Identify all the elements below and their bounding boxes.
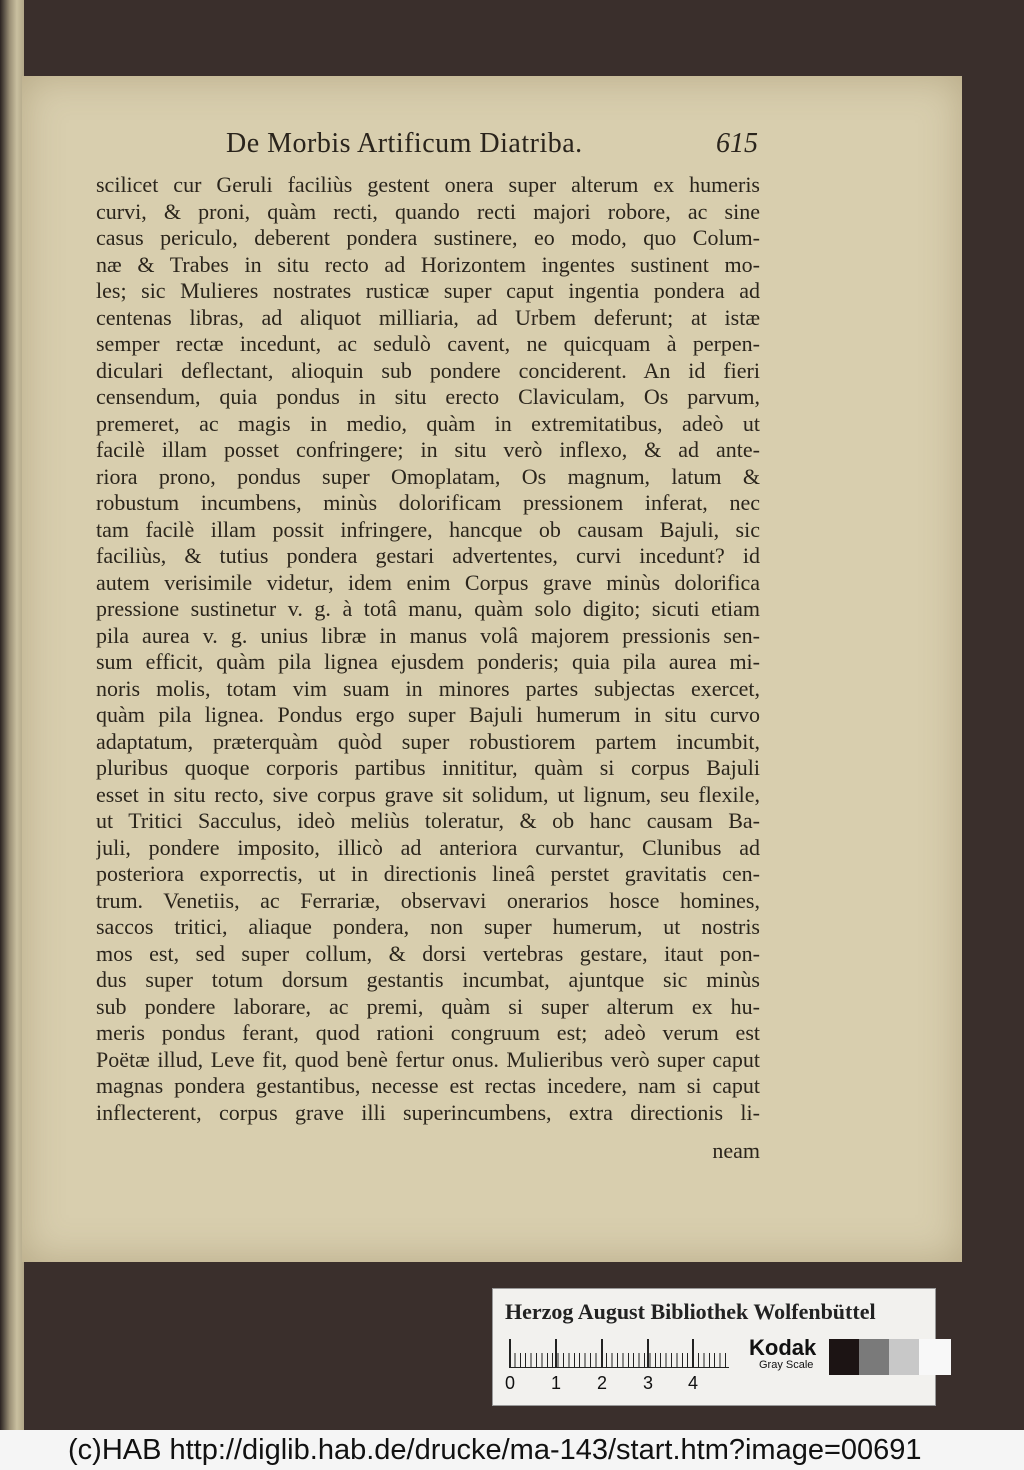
text-line: saccos tritici, aliaque pondera, non super humerum, ut nostris <box>96 914 760 939</box>
book-edge <box>0 0 24 1430</box>
text-line: scilicet cur Geruli faciliùs gestent onera super alterum ex humeris <box>96 172 760 197</box>
text-line: meris pondus ferant, quod rationi congruum est; adeò verum est <box>96 1020 760 1045</box>
gray-swatch <box>919 1339 951 1375</box>
text-line: curvi, & proni, quàm recti, quando recti majori robore, ac sine <box>96 198 760 224</box>
text-line: riora prono, pondus super Omoplatam, Os magnum, latum & <box>96 463 760 489</box>
text-line: robustum incumbens, minùs dolorificam pressionem inferat, nec <box>96 490 760 515</box>
page-header <box>0 128 1024 168</box>
text-line: pila aurea v. g. unius libræ in manus volâ majorem pressionis sen- <box>96 622 760 648</box>
ruler-labels <box>503 1373 743 1395</box>
ruler-major-tick <box>509 1339 511 1367</box>
footer-bar <box>0 1430 1024 1470</box>
text-line: faciliùs, & tutius pondera gestari advertentes, curvi incedunt? id <box>96 543 760 568</box>
text-line: facilè illam posset confringere; in situ verò inflexo, & ad ante- <box>96 437 760 462</box>
gray-swatch <box>889 1339 921 1375</box>
text-line: premeret, ac magis in medio, quàm in extremitatibus, adeò ut <box>96 410 760 436</box>
text-line: trum. Venetiis, ac Ferrariæ, observavi onerarios hosce homines, <box>96 887 760 913</box>
text-line: dus super totum dorsum gestantis incumbat, ajuntque sic minùs <box>96 967 760 992</box>
text-line: casus periculo, deberent pondera sustinere, eo modo, quo Colum- <box>96 225 760 250</box>
text-line: mos est, sed super collum, & dorsi vertebras gestare, itaut pon- <box>96 940 760 966</box>
text-line: sub pondere laborare, ac premi, quàm si super alterum ex hu- <box>96 993 760 1019</box>
text-line: ut Tritici Sacculus, ideò meliùs toleratur, & ob hanc causam Ba- <box>96 808 760 833</box>
footer-url[interactable]: (c)HAB http://diglib.hab.de/drucke/ma-143/start.htm?image=00691 <box>68 1434 922 1466</box>
text-line: noris molis, totam vim suam in minores partes subjectas exercet, <box>96 675 760 701</box>
text-line: tam facilè illam possit infringere, hancque ob causam Bajuli, sic <box>96 516 760 542</box>
page-number: 615 <box>716 128 758 159</box>
scale-ruler <box>509 1339 729 1368</box>
color-card-title: Herzog August Bibliothek Wolfenbüttel <box>505 1299 876 1324</box>
text-line: posteriora exporrectis, ut in directionis lineâ perstet gravitatis cen- <box>96 861 760 886</box>
text-line: næ & Trabes in situ recto ad Horizontem ingentes sustinent mo- <box>96 251 760 277</box>
text-line: semper rectæ incedunt, ac sedulò cavent, ne quicquam à perpen- <box>96 331 760 356</box>
gray-swatch <box>829 1339 861 1375</box>
ruler-major-tick <box>555 1339 557 1367</box>
ruler-label: 1 <box>551 1373 562 1393</box>
gray-scale-label: Gray Scale <box>759 1359 814 1371</box>
text-line: magnas pondera gestantibus, necesse est rectas incedere, nam si caput <box>96 1073 760 1098</box>
text-line: esset in situ recto, sive corpus grave sit solidum, ut lignum, seu flexile, <box>96 781 760 807</box>
text-line: quàm pila lignea. Pondus ergo super Bajuli humerum in situ curvo <box>96 702 760 727</box>
color-card <box>492 1288 936 1406</box>
ruler-label: 2 <box>597 1373 608 1393</box>
ruler-major-tick <box>601 1339 603 1367</box>
text-line: pluribus quoque corporis partibus innititur, quàm si corpus Bajuli <box>96 755 760 780</box>
ruler-major-tick <box>647 1339 649 1367</box>
ruler-label: 4 <box>688 1373 699 1393</box>
body-text <box>96 172 760 1126</box>
text-line: censendum, quia pondus in situ erecto Claviculam, Os parvum, <box>96 384 760 409</box>
gray-swatch <box>859 1339 891 1375</box>
text-line: diculari deflectant, alioquin sub pondere conciderent. An id fieri <box>96 357 760 383</box>
text-line: autem verisimile videtur, idem enim Corpus grave minùs dolorifica <box>96 569 760 595</box>
text-line: les; sic Mulieres nostrates rusticæ super caput ingentia pondera ad <box>96 278 760 303</box>
text-line: adaptatum, præterquàm quòd super robustiorem partem incumbit, <box>96 728 760 754</box>
catchword: neam <box>712 1138 760 1163</box>
text-line: sum efficit, quàm pila lignea ejusdem ponderis; quia pila aurea mi- <box>96 649 760 674</box>
text-line: juli, pondere imposito, illicò ad anteriora curvantur, Clunibus ad <box>96 834 760 860</box>
text-line: Poëtæ illud, Leve fit, quod benè fertur onus. Mulieribus verò super caput <box>96 1046 760 1072</box>
text-line: inflecterent, corpus grave illi superincumbens, extra directionis li- <box>96 1099 760 1125</box>
ruler-major-tick <box>692 1339 694 1367</box>
ruler-label: 0 <box>505 1373 516 1393</box>
text-line: pressione sustinetur v. g. à totâ manu, quàm solo digito; sicuti etiam <box>96 596 760 621</box>
running-title: De Morbis Artificum Diatriba. <box>226 128 583 159</box>
ruler-label: 3 <box>643 1373 654 1393</box>
kodak-logo: Kodak <box>749 1335 817 1360</box>
text-line: centenas libras, ad aliquot milliaria, ad Urbem deferunt; at istæ <box>96 304 760 330</box>
